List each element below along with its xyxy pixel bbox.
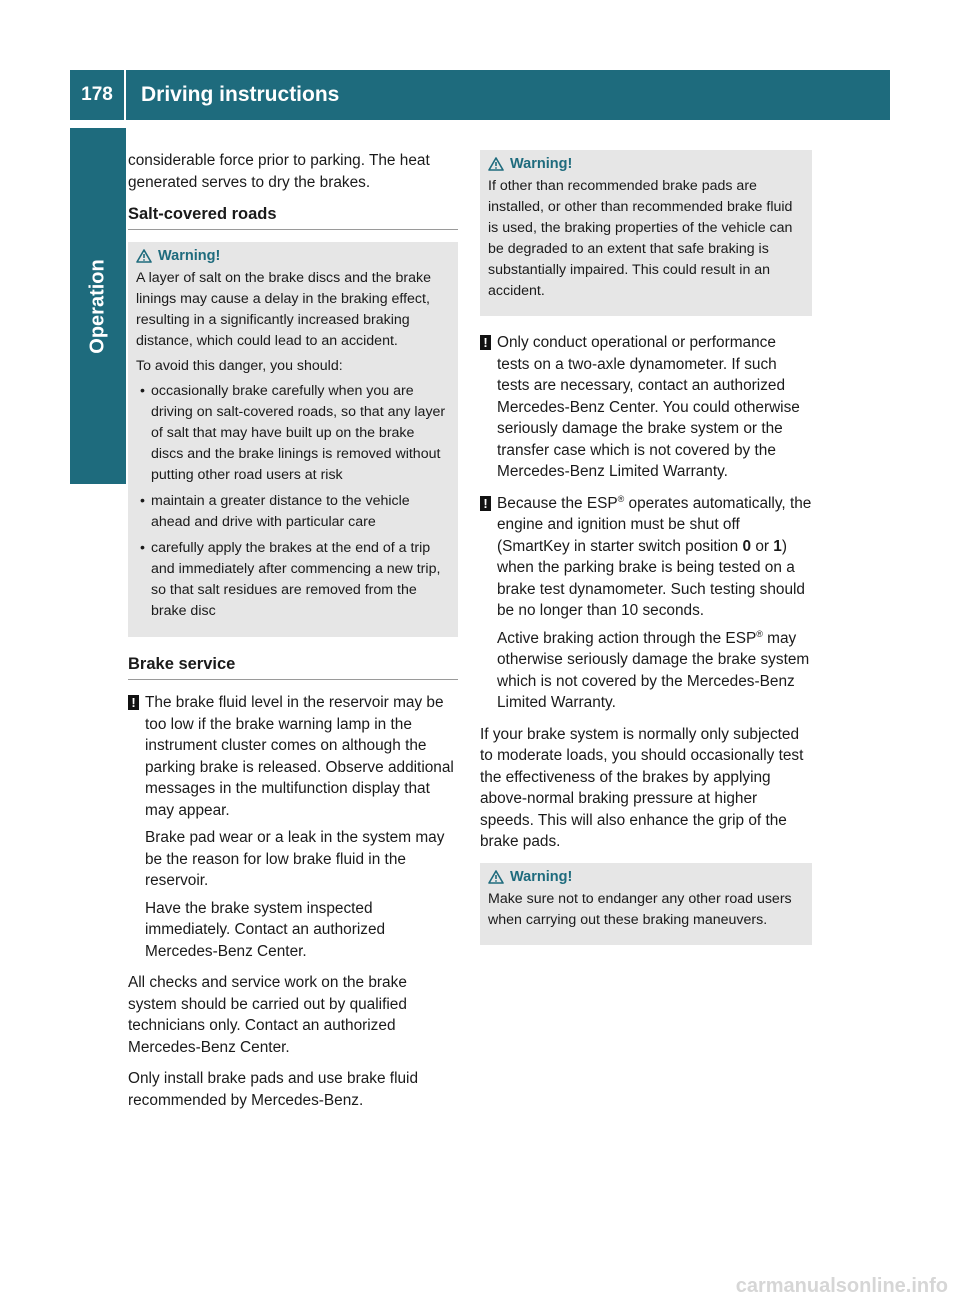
page-number: 178: [70, 70, 126, 120]
text-segment: operates automatically, the engine and ignition must be shut off (SmartKey in starter switch position: [497, 494, 812, 555]
notice-paragraph: The brake fluid level in the reservoir may be too low if the brake warning lamp in the instrument cluster comes on although the parking brake is released. Observe additional messages in the multifunction display that may appear.: [145, 694, 454, 819]
notice-paragraph: Brake pad wear or a leak in the system may be the reason for low brake fluid in the reservoir.: [145, 829, 445, 889]
warning-text: A layer of salt on the brake discs and the brake linings may cause a delay in the braking effect, resulting in a significantly increased braking distance, which could lead to an accident.: [136, 270, 431, 349]
brake-pads-paragraph: Only install brake pads and use brake fluid recommended by Mercedes-Benz.: [128, 1070, 419, 1109]
warning-triangle-icon: [488, 870, 504, 884]
intro-paragraph: considerable force prior to parking. The heat generated serves to dry the brakes.: [128, 152, 430, 191]
section-title: Driving instructions: [141, 83, 340, 106]
text-segment: Because the ESP: [497, 494, 618, 512]
notice-paragraph: Have the brake system inspected immediately. Contact an authorized Mercedes-Benz Center.: [145, 899, 386, 960]
registered-mark: ®: [756, 628, 763, 639]
right-column: [480, 150, 812, 961]
footer-watermark[interactable]: carmanualsonline.info: [735, 1275, 948, 1297]
text-segment: Active braking action through the ESP: [497, 629, 757, 647]
salt-warning-box: [128, 242, 458, 637]
warning-lead: To avoid this danger, you should:: [136, 358, 343, 374]
warning-title: Warning!: [510, 868, 573, 885]
left-column: [128, 150, 458, 1121]
service-paragraph: All checks and service work on the brake system should be carried out by qualified technicians only. Contact an authorized Mercedes-Benz Center.: [128, 974, 407, 1056]
warning-triangle-icon: [488, 157, 504, 171]
warning-title: Warning!: [158, 248, 221, 264]
notice-paragraph: Only conduct operational or performance tests on a two-axle dynamometer. If such tests are necessary, contact an authorized Mercedes-Benz Center. You could otherwise seriously damage the brake system or the transfer case which is not covered by the Mercedes-Benz Limited Warranty.: [497, 334, 800, 480]
notice-paragraph: [497, 628, 812, 714]
side-tab: [70, 128, 126, 484]
side-tab-label: Operation: [86, 258, 109, 354]
exclamation-icon: !: [480, 496, 491, 511]
warning-triangle-icon: [136, 249, 152, 263]
warning-title: Warning!: [510, 156, 573, 172]
warning-list: [136, 381, 450, 622]
notice-paragraph: [497, 493, 812, 622]
warning-text: If other than recommended brake pads are installed, or other than recommended brake fluid is used, the braking properties of the vehicle can be degraded to an extent that safe braking is substantially impaired. This could result in an accident.: [488, 178, 793, 299]
list-item: • occasionally brake carefully when you are driving on salt-covered roads, so that any layer of salt that may have built up on the brake discs and the brake linings is removed without putting other road users at risk: [136, 381, 450, 486]
text-segment: ) when the parking brake is being tested on a brake test dynamometer. Such testing should be no longer than 10 seconds.: [497, 537, 805, 619]
esp-notice: [480, 493, 812, 714]
brake-test-paragraph: If your brake system is normally only subjected to moderate loads, you should occasionally test the effectiveness of the brakes by applying above-normal braking pressure at higher speeds. This will also enhance the grip of the brake pads.: [480, 725, 804, 850]
brake-pads-warning-box: [480, 150, 812, 316]
position-0: 0: [742, 537, 752, 555]
dynamometer-notice: [480, 332, 812, 483]
maneuver-warning-box: [480, 863, 812, 945]
position-1: 1: [773, 537, 782, 555]
salt-roads-heading: Salt-covered roads: [128, 203, 458, 230]
exclamation-icon: !: [128, 695, 139, 710]
registered-mark: ®: [617, 493, 625, 504]
brake-service-heading: Brake service: [128, 653, 458, 680]
list-item: • maintain a greater distance to the vehicle ahead and drive with particular care: [136, 491, 450, 533]
exclamation-icon: !: [480, 335, 491, 350]
list-item: • carefully apply the brakes at the end of a trip and immediately after commencing a new trip, so that salt residues are removed from the brake disc: [136, 538, 450, 622]
text-segment: may otherwise seriously damage the brake system which is not covered by the Mercedes-Benz Limited Warranty.: [497, 629, 810, 711]
brake-fluid-notice: [128, 692, 458, 962]
text-segment: or: [751, 537, 774, 555]
warning-text: Make sure not to endanger any other road users when carrying out these braking maneuvers.: [488, 890, 792, 928]
